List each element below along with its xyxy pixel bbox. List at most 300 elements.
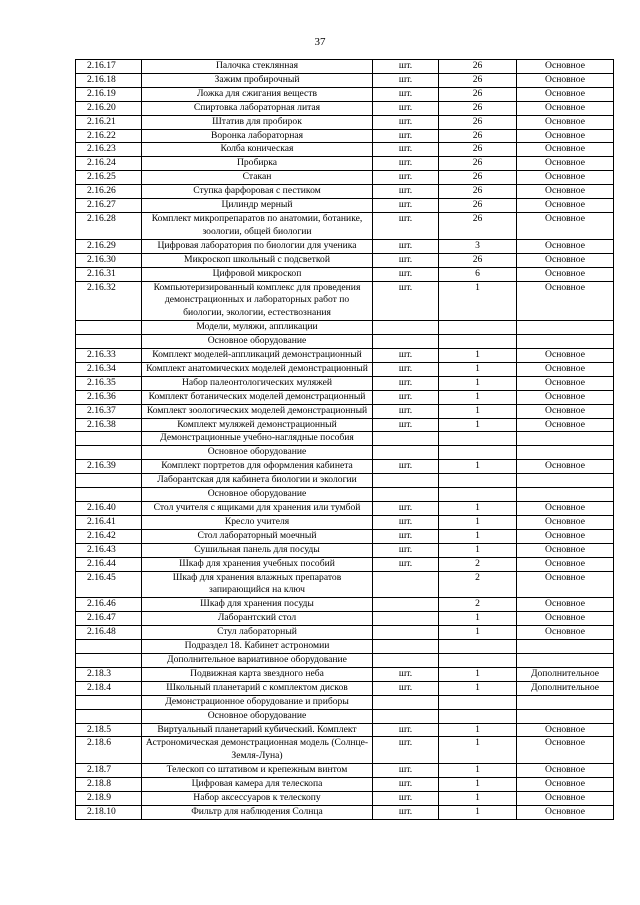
- item-name-cell: Колба коническая: [142, 143, 373, 157]
- category-cell: Основное: [517, 185, 614, 199]
- unit-cell: шт.: [373, 185, 439, 199]
- row-number-cell: 2.16.38: [76, 418, 142, 432]
- row-number-cell: 2.16.27: [76, 199, 142, 213]
- row-number-cell: 2.16.46: [76, 598, 142, 612]
- row-number-cell: 2.18.6: [76, 737, 142, 764]
- quantity-cell: 26: [439, 87, 517, 101]
- category-cell: Основное: [517, 60, 614, 74]
- quantity-cell: 26: [439, 143, 517, 157]
- quantity-cell: 1: [439, 805, 517, 819]
- category-cell: Основное: [517, 626, 614, 640]
- unit-cell: шт.: [373, 362, 439, 376]
- category-cell: Основное: [517, 737, 614, 764]
- unit-cell: шт.: [373, 157, 439, 171]
- row-number-cell: 2.16.37: [76, 404, 142, 418]
- item-name-cell: Комплект портретов для оформления кабинета: [142, 460, 373, 474]
- table-row: [76, 598, 614, 612]
- unit-cell: [373, 640, 439, 654]
- table-row: [76, 362, 614, 376]
- section-title-cell: Лаборантская для кабинета биологии и экологии: [142, 474, 373, 488]
- unit-cell: шт.: [373, 805, 439, 819]
- item-name-cell: Микроскоп школьный с подсветкой: [142, 253, 373, 267]
- item-name-cell: Набор аксессуаров к телескопу: [142, 792, 373, 806]
- quantity-cell: 1: [439, 404, 517, 418]
- section-title-cell: Основное оборудование: [142, 488, 373, 502]
- unit-cell: [373, 432, 439, 446]
- quantity-cell: 3: [439, 239, 517, 253]
- quantity-cell: 2: [439, 557, 517, 571]
- category-cell: [517, 640, 614, 654]
- table-row: [76, 557, 614, 571]
- quantity-cell: 1: [439, 764, 517, 778]
- unit-cell: шт.: [373, 529, 439, 543]
- category-cell: Основное: [517, 571, 614, 598]
- section-title-cell: Основное оборудование: [142, 446, 373, 460]
- category-cell: Основное: [517, 723, 614, 737]
- quantity-cell: [439, 432, 517, 446]
- item-name-cell: Комплект анатомических моделей демонстрационный: [142, 362, 373, 376]
- equipment-table-body: [76, 60, 614, 820]
- item-name-cell: Набор палеонтологических муляжей: [142, 376, 373, 390]
- category-cell: Основное: [517, 73, 614, 87]
- section-header-row: [76, 474, 614, 488]
- quantity-cell: 26: [439, 73, 517, 87]
- row-number-cell: [76, 335, 142, 349]
- section-title-cell: Дополнительное вариативное оборудование: [142, 653, 373, 667]
- category-cell: Основное: [517, 281, 614, 321]
- quantity-cell: [439, 653, 517, 667]
- unit-cell: шт.: [373, 199, 439, 213]
- row-number-cell: 2.16.22: [76, 129, 142, 143]
- quantity-cell: 26: [439, 185, 517, 199]
- row-number-cell: 2.16.40: [76, 502, 142, 516]
- item-name-cell: Цилиндр мерный: [142, 199, 373, 213]
- unit-cell: шт.: [373, 60, 439, 74]
- row-number-cell: 2.16.41: [76, 515, 142, 529]
- item-name-cell: Шкаф для хранения посуды: [142, 598, 373, 612]
- quantity-cell: 1: [439, 502, 517, 516]
- quantity-cell: [439, 321, 517, 335]
- item-name-cell: Комплект ботанических моделей демонстрационный: [142, 390, 373, 404]
- section-title-cell: Демонстрационные учебно-наглядные пособия: [142, 432, 373, 446]
- unit-cell: шт.: [373, 778, 439, 792]
- category-cell: Основное: [517, 212, 614, 239]
- category-cell: Основное: [517, 253, 614, 267]
- item-name-cell: Штатив для пробирок: [142, 115, 373, 129]
- section-title-cell: Основное оборудование: [142, 335, 373, 349]
- row-number-cell: 2.16.33: [76, 349, 142, 363]
- category-cell: Основное: [517, 778, 614, 792]
- unit-cell: шт.: [373, 281, 439, 321]
- item-name-cell: Фильтр для наблюдения Солнца: [142, 805, 373, 819]
- quantity-cell: 26: [439, 157, 517, 171]
- unit-cell: шт.: [373, 667, 439, 681]
- row-number-cell: [76, 640, 142, 654]
- row-number-cell: 2.16.43: [76, 543, 142, 557]
- table-row: [76, 737, 614, 764]
- row-number-cell: 2.16.47: [76, 612, 142, 626]
- section-header-row: [76, 432, 614, 446]
- row-number-cell: 2.16.36: [76, 390, 142, 404]
- table-row: [76, 612, 614, 626]
- table-row: [76, 418, 614, 432]
- row-number-cell: 2.16.26: [76, 185, 142, 199]
- item-name-cell: Ступка фарфоровая с пестиком: [142, 185, 373, 199]
- section-header-row: [76, 321, 614, 335]
- category-cell: Основное: [517, 418, 614, 432]
- item-name-cell: Кресло учителя: [142, 515, 373, 529]
- category-cell: Основное: [517, 529, 614, 543]
- quantity-cell: 2: [439, 571, 517, 598]
- unit-cell: [373, 626, 439, 640]
- row-number-cell: [76, 474, 142, 488]
- unit-cell: [373, 446, 439, 460]
- item-name-cell: Комплект зоологических моделей демонстрационный: [142, 404, 373, 418]
- category-cell: Основное: [517, 404, 614, 418]
- category-cell: [517, 695, 614, 709]
- category-cell: [517, 321, 614, 335]
- table-row: [76, 185, 614, 199]
- row-number-cell: 2.16.18: [76, 73, 142, 87]
- section-header-row: [76, 488, 614, 502]
- quantity-cell: 1: [439, 612, 517, 626]
- unit-cell: шт.: [373, 267, 439, 281]
- unit-cell: шт.: [373, 212, 439, 239]
- category-cell: [517, 709, 614, 723]
- page-number: 37: [314, 36, 326, 48]
- quantity-cell: 1: [439, 418, 517, 432]
- unit-cell: [373, 335, 439, 349]
- table-row: [76, 571, 614, 598]
- category-cell: Дополнительное: [517, 681, 614, 695]
- quantity-cell: [439, 474, 517, 488]
- item-name-cell: Лаборантский стол: [142, 612, 373, 626]
- category-cell: Основное: [517, 239, 614, 253]
- category-cell: [517, 653, 614, 667]
- item-name-cell: Телескоп со штативом и крепежным винтом: [142, 764, 373, 778]
- item-name-cell: Комплект моделей-аппликаций демонстрационный: [142, 349, 373, 363]
- category-cell: [517, 446, 614, 460]
- table-row: [76, 267, 614, 281]
- unit-cell: шт.: [373, 460, 439, 474]
- table-row: [76, 143, 614, 157]
- table-row: [76, 349, 614, 363]
- table-row: [76, 212, 614, 239]
- quantity-cell: 26: [439, 101, 517, 115]
- quantity-cell: 1: [439, 390, 517, 404]
- category-cell: Основное: [517, 598, 614, 612]
- row-number-cell: 2.16.39: [76, 460, 142, 474]
- row-number-cell: 2.18.5: [76, 723, 142, 737]
- table-row: [76, 281, 614, 321]
- table-row: [76, 115, 614, 129]
- table-row: [76, 73, 614, 87]
- quantity-cell: 6: [439, 267, 517, 281]
- unit-cell: шт.: [373, 129, 439, 143]
- quantity-cell: 26: [439, 115, 517, 129]
- quantity-cell: 1: [439, 667, 517, 681]
- row-number-cell: 2.16.23: [76, 143, 142, 157]
- unit-cell: шт.: [373, 349, 439, 363]
- category-cell: Основное: [517, 157, 614, 171]
- category-cell: Основное: [517, 390, 614, 404]
- quantity-cell: 2: [439, 598, 517, 612]
- row-number-cell: 2.16.30: [76, 253, 142, 267]
- unit-cell: [373, 571, 439, 598]
- unit-cell: шт.: [373, 390, 439, 404]
- unit-cell: шт.: [373, 737, 439, 764]
- row-number-cell: 2.18.4: [76, 681, 142, 695]
- unit-cell: шт.: [373, 792, 439, 806]
- category-cell: Основное: [517, 115, 614, 129]
- quantity-cell: [439, 446, 517, 460]
- category-cell: Основное: [517, 376, 614, 390]
- quantity-cell: [439, 695, 517, 709]
- quantity-cell: 1: [439, 362, 517, 376]
- category-cell: Основное: [517, 460, 614, 474]
- category-cell: Основное: [517, 764, 614, 778]
- row-number-cell: 2.16.25: [76, 171, 142, 185]
- category-cell: Основное: [517, 557, 614, 571]
- section-header-row: [76, 709, 614, 723]
- row-number-cell: 2.16.28: [76, 212, 142, 239]
- item-name-cell: Цифровая камера для телескопа: [142, 778, 373, 792]
- category-cell: Основное: [517, 612, 614, 626]
- table-row: [76, 253, 614, 267]
- category-cell: Основное: [517, 515, 614, 529]
- table-row: [76, 667, 614, 681]
- item-name-cell: Цифровой микроскоп: [142, 267, 373, 281]
- unit-cell: шт.: [373, 502, 439, 516]
- item-name-cell: Цифровая лаборатория по биологии для ученика: [142, 239, 373, 253]
- unit-cell: шт.: [373, 543, 439, 557]
- category-cell: Основное: [517, 805, 614, 819]
- row-number-cell: [76, 709, 142, 723]
- quantity-cell: 1: [439, 529, 517, 543]
- unit-cell: шт.: [373, 376, 439, 390]
- row-number-cell: 2.18.7: [76, 764, 142, 778]
- row-number-cell: 2.16.32: [76, 281, 142, 321]
- table-row: [76, 792, 614, 806]
- unit-cell: шт.: [373, 418, 439, 432]
- item-name-cell: Комплект микропрепаратов по анатомии, ботанике, зоологии, общей биологии: [142, 212, 373, 239]
- quantity-cell: 26: [439, 171, 517, 185]
- quantity-cell: 1: [439, 723, 517, 737]
- row-number-cell: 2.18.8: [76, 778, 142, 792]
- category-cell: [517, 335, 614, 349]
- section-title-cell: Демонстрационное оборудование и приборы: [142, 695, 373, 709]
- unit-cell: шт.: [373, 101, 439, 115]
- item-name-cell: Шкаф для хранения влажных препаратов запирающийся на ключ: [142, 571, 373, 598]
- unit-cell: шт.: [373, 171, 439, 185]
- quantity-cell: [439, 640, 517, 654]
- equipment-table: [75, 59, 614, 820]
- row-number-cell: 2.16.31: [76, 267, 142, 281]
- unit-cell: [373, 474, 439, 488]
- table-row: [76, 543, 614, 557]
- quantity-cell: [439, 709, 517, 723]
- table-row: [76, 87, 614, 101]
- quantity-cell: 1: [439, 349, 517, 363]
- table-row: [76, 681, 614, 695]
- quantity-cell: 1: [439, 376, 517, 390]
- table-row: [76, 376, 614, 390]
- quantity-cell: 1: [439, 515, 517, 529]
- row-number-cell: 2.16.44: [76, 557, 142, 571]
- item-name-cell: Палочка стеклянная: [142, 60, 373, 74]
- section-title-cell: Основное оборудование: [142, 709, 373, 723]
- category-cell: Основное: [517, 143, 614, 157]
- category-cell: Основное: [517, 129, 614, 143]
- row-number-cell: 2.16.20: [76, 101, 142, 115]
- table-row: [76, 239, 614, 253]
- category-cell: Дополнительное: [517, 667, 614, 681]
- category-cell: Основное: [517, 199, 614, 213]
- table-row: [76, 157, 614, 171]
- quantity-cell: 1: [439, 543, 517, 557]
- table-row: [76, 390, 614, 404]
- table-row: [76, 60, 614, 74]
- quantity-cell: 1: [439, 626, 517, 640]
- section-header-row: [76, 335, 614, 349]
- table-row: [76, 129, 614, 143]
- row-number-cell: 2.16.21: [76, 115, 142, 129]
- section-header-row: [76, 695, 614, 709]
- quantity-cell: 26: [439, 199, 517, 213]
- category-cell: Основное: [517, 543, 614, 557]
- unit-cell: шт.: [373, 115, 439, 129]
- item-name-cell: Шкаф для хранения учебных пособий: [142, 557, 373, 571]
- category-cell: Основное: [517, 171, 614, 185]
- table-row: [76, 805, 614, 819]
- quantity-cell: [439, 335, 517, 349]
- category-cell: Основное: [517, 267, 614, 281]
- section-title-cell: Подраздел 18. Кабинет астрономии: [142, 640, 373, 654]
- category-cell: [517, 474, 614, 488]
- table-row: [76, 626, 614, 640]
- row-number-cell: [76, 446, 142, 460]
- row-number-cell: 2.16.29: [76, 239, 142, 253]
- category-cell: Основное: [517, 87, 614, 101]
- item-name-cell: Спиртовка лабораторная литая: [142, 101, 373, 115]
- unit-cell: шт.: [373, 253, 439, 267]
- row-number-cell: 2.16.17: [76, 60, 142, 74]
- table-row: [76, 404, 614, 418]
- unit-cell: шт.: [373, 73, 439, 87]
- table-row: [76, 764, 614, 778]
- unit-cell: [373, 695, 439, 709]
- unit-cell: шт.: [373, 723, 439, 737]
- unit-cell: шт.: [373, 557, 439, 571]
- item-name-cell: Стол лабораторный моечный: [142, 529, 373, 543]
- category-cell: [517, 488, 614, 502]
- row-number-cell: [76, 653, 142, 667]
- quantity-cell: 1: [439, 792, 517, 806]
- unit-cell: [373, 653, 439, 667]
- quantity-cell: 26: [439, 60, 517, 74]
- item-name-cell: Стакан: [142, 171, 373, 185]
- table-row: [76, 778, 614, 792]
- row-number-cell: 2.16.42: [76, 529, 142, 543]
- unit-cell: [373, 612, 439, 626]
- item-name-cell: Воронка лабораторная: [142, 129, 373, 143]
- category-cell: Основное: [517, 101, 614, 115]
- quantity-cell: 1: [439, 681, 517, 695]
- table-row: [76, 515, 614, 529]
- category-cell: Основное: [517, 349, 614, 363]
- section-header-row: [76, 653, 614, 667]
- quantity-cell: 26: [439, 129, 517, 143]
- quantity-cell: 1: [439, 460, 517, 474]
- row-number-cell: [76, 432, 142, 446]
- unit-cell: [373, 488, 439, 502]
- item-name-cell: Школьный планетарий с комплектом дисков: [142, 681, 373, 695]
- item-name-cell: Подвижная карта звездного неба: [142, 667, 373, 681]
- unit-cell: шт.: [373, 515, 439, 529]
- category-cell: [517, 432, 614, 446]
- row-number-cell: 2.18.3: [76, 667, 142, 681]
- section-header-row: [76, 640, 614, 654]
- table-row: [76, 101, 614, 115]
- item-name-cell: Зажим пробирочный: [142, 73, 373, 87]
- unit-cell: шт.: [373, 143, 439, 157]
- item-name-cell: Стул лабораторный: [142, 626, 373, 640]
- table-row: [76, 723, 614, 737]
- row-number-cell: 2.16.45: [76, 571, 142, 598]
- row-number-cell: 2.16.19: [76, 87, 142, 101]
- unit-cell: шт.: [373, 239, 439, 253]
- unit-cell: шт.: [373, 87, 439, 101]
- unit-cell: [373, 709, 439, 723]
- item-name-cell: Компьютеризированный комплекс для проведения демонстрационных и лабораторных работ по биологии, экологии, естествознания: [142, 281, 373, 321]
- row-number-cell: 2.16.48: [76, 626, 142, 640]
- section-title-cell: Модели, муляжи, аппликации: [142, 321, 373, 335]
- row-number-cell: 2.18.10: [76, 805, 142, 819]
- row-number-cell: [76, 488, 142, 502]
- item-name-cell: Виртуальный планетарий кубический. Комплект: [142, 723, 373, 737]
- row-number-cell: 2.18.9: [76, 792, 142, 806]
- row-number-cell: [76, 695, 142, 709]
- section-header-row: [76, 446, 614, 460]
- row-number-cell: 2.16.35: [76, 376, 142, 390]
- quantity-cell: 26: [439, 253, 517, 267]
- quantity-cell: [439, 488, 517, 502]
- unit-cell: шт.: [373, 681, 439, 695]
- category-cell: Основное: [517, 792, 614, 806]
- item-name-cell: Комплект муляжей демонстрационный: [142, 418, 373, 432]
- unit-cell: [373, 321, 439, 335]
- unit-cell: шт.: [373, 764, 439, 778]
- category-cell: Основное: [517, 502, 614, 516]
- table-row: [76, 529, 614, 543]
- row-number-cell: 2.16.24: [76, 157, 142, 171]
- item-name-cell: Стол учителя с ящиками для хранения или тумбой: [142, 502, 373, 516]
- item-name-cell: Ложка для сжигания веществ: [142, 87, 373, 101]
- quantity-cell: 1: [439, 737, 517, 764]
- row-number-cell: 2.16.34: [76, 362, 142, 376]
- table-row: [76, 171, 614, 185]
- item-name-cell: Пробирка: [142, 157, 373, 171]
- category-cell: Основное: [517, 362, 614, 376]
- quantity-cell: 1: [439, 281, 517, 321]
- item-name-cell: Астрономическая демонстрационная модель (Солнце-Земля-Луна): [142, 737, 373, 764]
- table-row: [76, 199, 614, 213]
- row-number-cell: [76, 321, 142, 335]
- quantity-cell: 1: [439, 778, 517, 792]
- item-name-cell: Сушильная панель для посуды: [142, 543, 373, 557]
- unit-cell: [373, 598, 439, 612]
- unit-cell: шт.: [373, 404, 439, 418]
